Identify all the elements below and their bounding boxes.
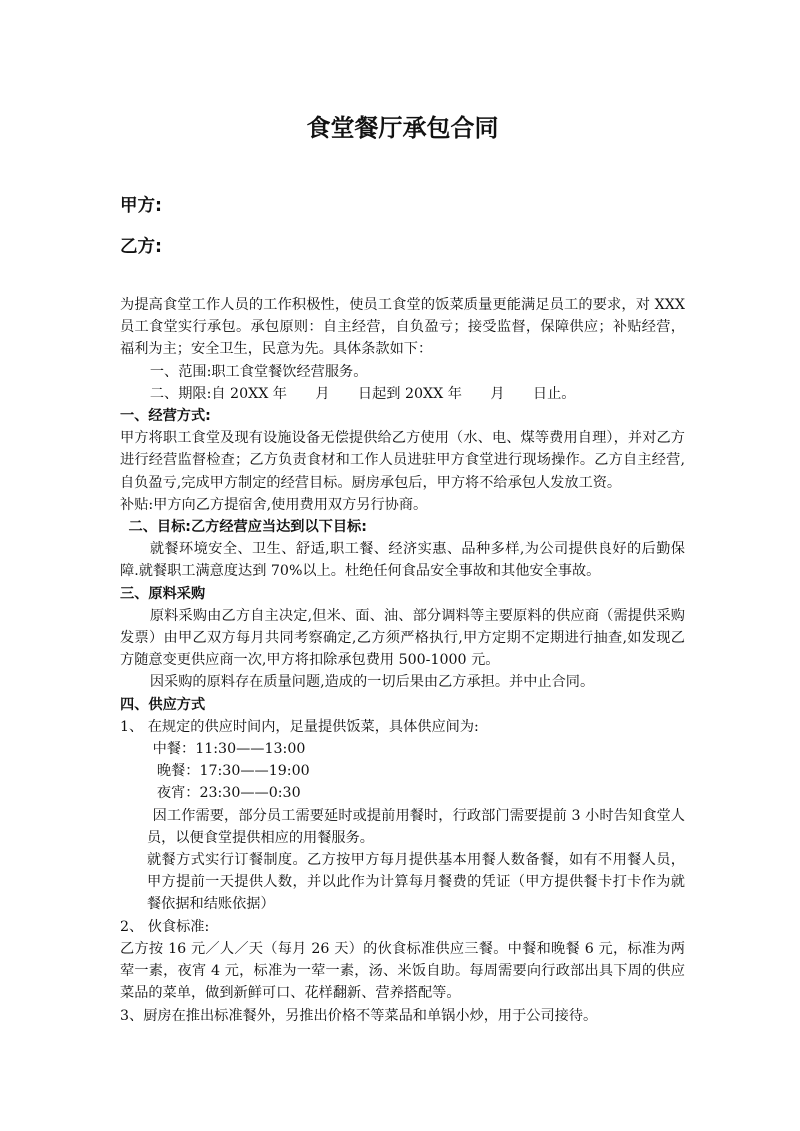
supply-item-2: 2、 伙食标准: xyxy=(120,918,210,935)
supply-item-3: 3、厨房在推出标准餐外，另推出价格不等菜品和单锅小炒，用于公司接待。 xyxy=(120,1007,598,1024)
meal-time-lunch: 中餐：11:30——13:00 xyxy=(152,741,306,758)
contract-title: 食堂餐厅承包合同 xyxy=(306,114,499,142)
section-heading-supply: 四、供应方式 xyxy=(120,696,206,713)
term-clause: 二、期限:自 20XX 年 月 日起到 20XX 年 月 日止。 xyxy=(149,385,576,402)
meal-standard-paragraph: 乙方按 16 元／人／天（每月 26 天）的伙食标准供应三餐。中餐和晚餐 6 元，标准为两荤一素，夜宵 4 元，标准为一荤一素，汤、米饭自助。每周需要向行政部出具下周的供应菜品的菜单，做到新鲜可口、花样翻新、营养搭配等。 xyxy=(120,940,685,1002)
goal-paragraph: 就餐环境安全、卫生、舒适,职工餐、经济实惠、品种多样,为公司提供良好的后勤保障.就餐职工满意度达到 70%以上。杜绝任何食品安全事故和其他安全事故。 xyxy=(120,541,685,580)
scope-clause: 一、范围:职工食堂餐饮经营服务。 xyxy=(149,363,368,380)
party-b-label: 乙方: xyxy=(120,237,162,257)
overtime-paragraph: 因工作需要，部分员工需要延时或提前用餐时，行政部门需要提前 3 小时告知食堂人员，以便食堂提供相应的用餐服务。 xyxy=(146,807,685,846)
section-heading-goal: 二、目标:乙方经营应当达到以下目标: xyxy=(128,519,367,536)
intro-paragraph: 为提高食堂工作人员的工作积极性，使员工食堂的饭菜质量更能满足员工的要求，对 XXX 员工食堂实行承包。承包原则：自主经营，自负盈亏；接受监督，保障供应；补贴经营，福利为主；安全卫生，民意为先。具体条款如下： xyxy=(120,297,685,358)
party-a-label: 甲方: xyxy=(120,196,162,216)
purchase-paragraph: 原料采购由乙方自主决定,但米、面、油、部分调料等主要原料的供应商（需提供采购发票）由甲乙双方每月共同考察确定,乙方须严格执行,甲方定期不定期进行抽查,如发现乙方随意变更供应商一次,甲方将扣除承包费用 500-1000 元。 xyxy=(120,607,685,669)
section-heading-operation: 一、经营方式: xyxy=(120,408,211,425)
meal-time-dinner: 晚餐：17:30——19:00 xyxy=(156,763,310,780)
document-body xyxy=(120,108,685,1027)
purchase-liability-paragraph: 因采购的原料存在质量问题,造成的一切后果由乙方承担。并中止合同。 xyxy=(149,674,595,691)
meal-time-night: 夜宵：23:30——0:30 xyxy=(156,785,301,802)
supply-item-1: 1、 在规定的供应时间内，足量提供饭菜，具体供应间为: xyxy=(120,718,479,735)
section-heading-purchase: 三、原料采购 xyxy=(120,585,206,602)
subsidy-paragraph: 补贴:甲方向乙方提宿舍,使用费用双方另行协商。 xyxy=(120,496,428,513)
ordering-paragraph: 就餐方式实行订餐制度。乙方按甲方每月提供基本用餐人数备餐，如有不用餐人员，甲方提前一天提供人数，并以此作为计算每月餐费的凭证（甲方提供餐卡打卡作为就餐依据和结账依据） xyxy=(146,852,685,913)
operation-paragraph: 甲方将职工食堂及现有设施设备无偿提供给乙方使用（水、电、煤等费用自理），并对乙方进行经营监督检查；乙方负责食材和工作人员进驻甲方食堂进行现场操作。乙方自主经营,自负盈亏,完成甲方制定的经营目标。厨房承包后，甲方将不给承包人发放工资。 xyxy=(120,430,685,491)
